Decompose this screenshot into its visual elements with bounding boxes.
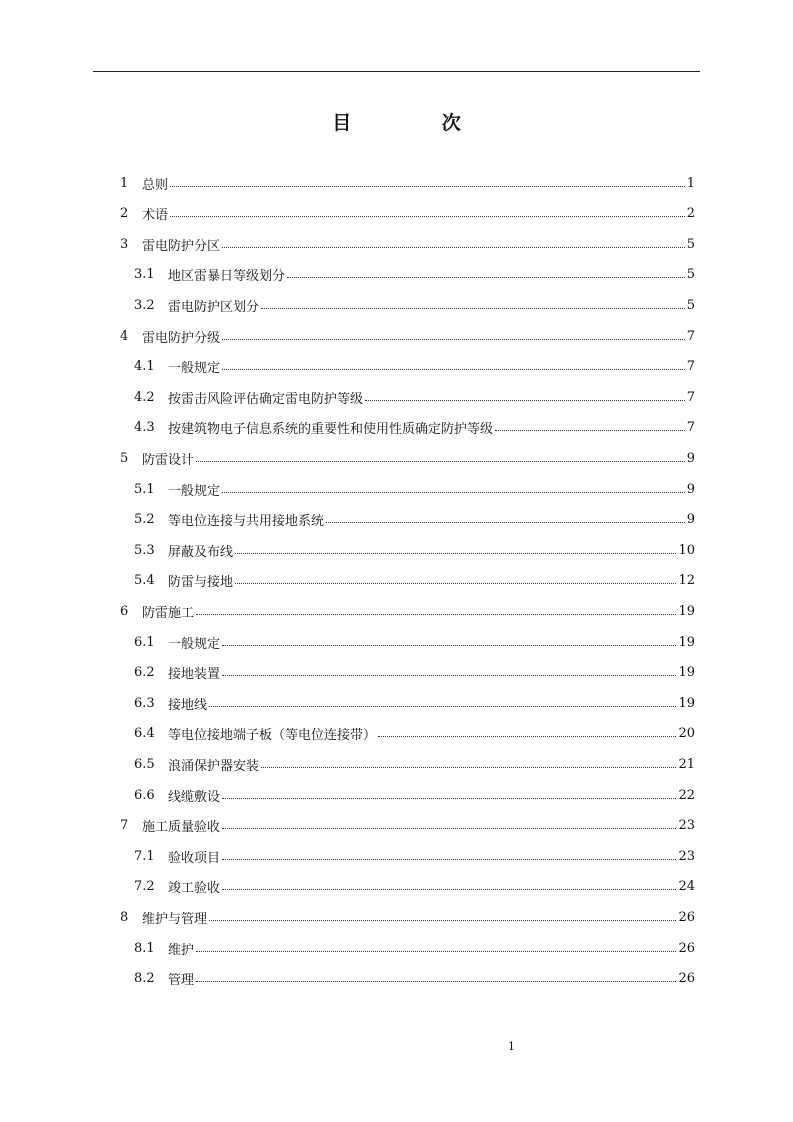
toc-dot-leader <box>495 430 685 431</box>
toc-entry[interactable] <box>134 658 695 688</box>
toc-entry-number: 5.2 <box>134 512 155 528</box>
toc-dot-leader <box>365 400 685 401</box>
toc-entry-label: 等电位接地端子板（等电位连接带） <box>168 728 377 744</box>
toc-dot-leader <box>222 369 685 370</box>
toc-dot-leader <box>222 859 676 860</box>
toc-entry-page: 7 <box>686 328 695 344</box>
toc-entry[interactable] <box>134 627 695 657</box>
toc-entry-label: 防雷与接地 <box>168 575 234 591</box>
toc-entry-page: 26 <box>678 909 695 925</box>
toc-entry[interactable] <box>120 168 695 198</box>
toc-entry-page: 23 <box>678 818 695 834</box>
toc-entry-label: 雷电防护分区 <box>142 238 221 254</box>
toc-entry[interactable] <box>120 443 695 473</box>
toc-entry-page: 1 <box>686 175 695 191</box>
toc-entry-label: 验收项目 <box>168 850 221 866</box>
toc-entry-label: 一般规定 <box>168 636 221 652</box>
toc-dot-leader <box>222 247 685 248</box>
toc-entry-number: 3.2 <box>134 297 155 313</box>
toc-entry-page: 20 <box>678 726 695 742</box>
toc-entry-label: 按建筑物电子信息系统的重要性和使用性质确定防护等级 <box>168 422 494 438</box>
toc-entry[interactable] <box>120 199 695 229</box>
toc-entry-number: 5.4 <box>134 573 155 589</box>
toc-dot-leader <box>235 553 676 554</box>
toc-entry-label: 地区雷暴日等级划分 <box>168 269 286 285</box>
toc-entry-number: 3.1 <box>134 267 155 283</box>
toc-entry-number: 7.1 <box>134 848 155 864</box>
toc-entry-page: 5 <box>686 297 695 313</box>
toc-entry-page: 19 <box>678 695 695 711</box>
toc-entry-page: 7 <box>686 389 695 405</box>
toc-entry-label: 管理 <box>168 973 195 989</box>
toc-entry-number: 6.4 <box>134 726 155 742</box>
toc-entry-page: 19 <box>678 665 695 681</box>
toc-entry-label: 雷电防护分级 <box>142 330 221 346</box>
toc-dot-leader <box>209 920 676 921</box>
page-number: 1 <box>508 1040 515 1053</box>
toc-entry[interactable] <box>134 566 695 596</box>
toc-entry-page: 19 <box>678 634 695 650</box>
toc-entry-label: 维护 <box>168 942 195 958</box>
toc-entry[interactable] <box>134 535 695 565</box>
toc-dot-leader <box>170 216 685 217</box>
toc-dot-leader <box>222 492 685 493</box>
toc-entry-number: 8.2 <box>134 971 155 987</box>
toc-entry-page: 2 <box>686 206 695 222</box>
toc-dot-leader <box>378 736 676 737</box>
toc-entry[interactable] <box>134 382 695 412</box>
toc-entry[interactable] <box>134 260 695 290</box>
toc-entry-page: 19 <box>678 603 695 619</box>
toc-entry-number: 6.2 <box>134 665 155 681</box>
toc-entry-page: 5 <box>686 267 695 283</box>
toc-dot-leader <box>287 277 685 278</box>
toc-dot-leader <box>196 951 676 952</box>
toc-entry[interactable] <box>120 321 695 351</box>
toc-entry[interactable] <box>134 872 695 902</box>
toc-entry-page: 24 <box>678 879 695 895</box>
toc-dot-leader <box>170 186 685 187</box>
toc-entry-number: 4.3 <box>134 420 155 436</box>
toc-entry-number: 7 <box>120 818 129 834</box>
toc-entry-page: 9 <box>686 481 695 497</box>
toc-entry-number: 6 <box>120 603 129 619</box>
toc-entry-page: 10 <box>678 542 695 558</box>
toc-entry-number: 5.1 <box>134 481 155 497</box>
toc-entry[interactable] <box>134 413 695 443</box>
toc-entry-number: 1 <box>120 175 129 191</box>
toc-dot-leader <box>209 706 676 707</box>
toc-entry-page: 9 <box>686 512 695 528</box>
toc-dot-leader <box>261 767 676 768</box>
toc-entry-label: 线缆敷设 <box>168 789 221 805</box>
toc-entry-label: 维护与管理 <box>142 911 208 927</box>
toc-dot-leader <box>222 675 676 676</box>
toc-entry-page: 12 <box>678 573 695 589</box>
toc-entry-number: 6.1 <box>134 634 155 650</box>
toc-entry-number: 6.5 <box>134 756 155 772</box>
toc-entry-page: 5 <box>686 236 695 252</box>
toc-entry[interactable] <box>134 719 695 749</box>
toc-entry-label: 防雷设计 <box>142 452 195 468</box>
toc-entry-number: 6.3 <box>134 695 155 711</box>
toc-dot-leader <box>326 522 685 523</box>
toc-entry-page: 26 <box>678 971 695 987</box>
toc-entry[interactable] <box>134 474 695 504</box>
toc-entry[interactable] <box>134 841 695 871</box>
toc-entry[interactable] <box>134 964 695 994</box>
toc-entry-page: 26 <box>678 940 695 956</box>
toc-entry[interactable] <box>120 902 695 932</box>
toc-entry[interactable] <box>134 933 695 963</box>
toc-entry-label: 一般规定 <box>168 361 221 377</box>
toc-entry[interactable] <box>134 780 695 810</box>
toc-entry[interactable] <box>120 596 695 626</box>
toc-entry-label: 屏蔽及布线 <box>168 544 234 560</box>
toc-entry-label: 一般规定 <box>168 483 221 499</box>
toc-entry-number: 8.1 <box>134 940 155 956</box>
toc-entry-label: 竣工验收 <box>168 881 221 897</box>
toc-entry-label: 浪涌保护器安装 <box>168 758 260 774</box>
toc-entry-number: 8 <box>120 909 129 925</box>
toc-entry-label: 按雷击风险评估确定雷电防护等级 <box>168 391 364 407</box>
header-rule <box>93 71 700 72</box>
toc-entry-page: 9 <box>686 450 695 466</box>
toc-dot-leader <box>261 308 685 309</box>
toc-entry[interactable] <box>134 688 695 718</box>
toc-entry-number: 4.2 <box>134 389 155 405</box>
toc-entry[interactable] <box>134 749 695 779</box>
toc-entry-label: 施工质量验收 <box>142 820 221 836</box>
toc-dot-leader <box>222 798 676 799</box>
toc-dot-leader <box>222 339 685 340</box>
toc-entry-label: 雷电防护区划分 <box>168 299 260 315</box>
toc-entry-number: 5.3 <box>134 542 155 558</box>
toc-entry-number: 7.2 <box>134 879 155 895</box>
toc-dot-leader <box>196 981 676 982</box>
toc-entry-number: 3 <box>120 236 129 252</box>
toc-entry[interactable] <box>134 290 695 320</box>
toc-entry-number: 2 <box>120 206 129 222</box>
toc-entry[interactable] <box>120 811 695 841</box>
toc-entry-label: 接地装置 <box>168 667 221 683</box>
toc-dot-leader <box>235 583 676 584</box>
toc-entry-label: 术语 <box>142 208 169 224</box>
toc-entry-page: 7 <box>686 359 695 375</box>
toc-entry-page: 7 <box>686 420 695 436</box>
toc-entry-page: 23 <box>678 848 695 864</box>
toc-entry-label: 总则 <box>142 177 169 193</box>
toc-dot-leader <box>196 461 685 462</box>
toc-dot-leader <box>196 614 676 615</box>
toc-entry-label: 等电位连接与共用接地系统 <box>168 514 325 530</box>
page-title: 目 次 <box>332 112 503 134</box>
toc-dot-leader <box>222 889 676 890</box>
toc-entry[interactable] <box>134 505 695 535</box>
toc-entry-page: 22 <box>678 787 695 803</box>
toc-entry-page: 21 <box>678 756 695 772</box>
toc-entry-label: 防雷施工 <box>142 605 195 621</box>
toc-dot-leader <box>222 828 676 829</box>
toc-entry-label: 接地线 <box>168 697 208 713</box>
toc-dot-leader <box>222 645 676 646</box>
toc-entry-number: 4 <box>120 328 129 344</box>
toc-entry[interactable] <box>134 352 695 382</box>
toc-entry-number: 6.6 <box>134 787 155 803</box>
toc-entry-number: 5 <box>120 450 129 466</box>
toc-entry[interactable] <box>120 229 695 259</box>
toc-entry-number: 4.1 <box>134 359 155 375</box>
